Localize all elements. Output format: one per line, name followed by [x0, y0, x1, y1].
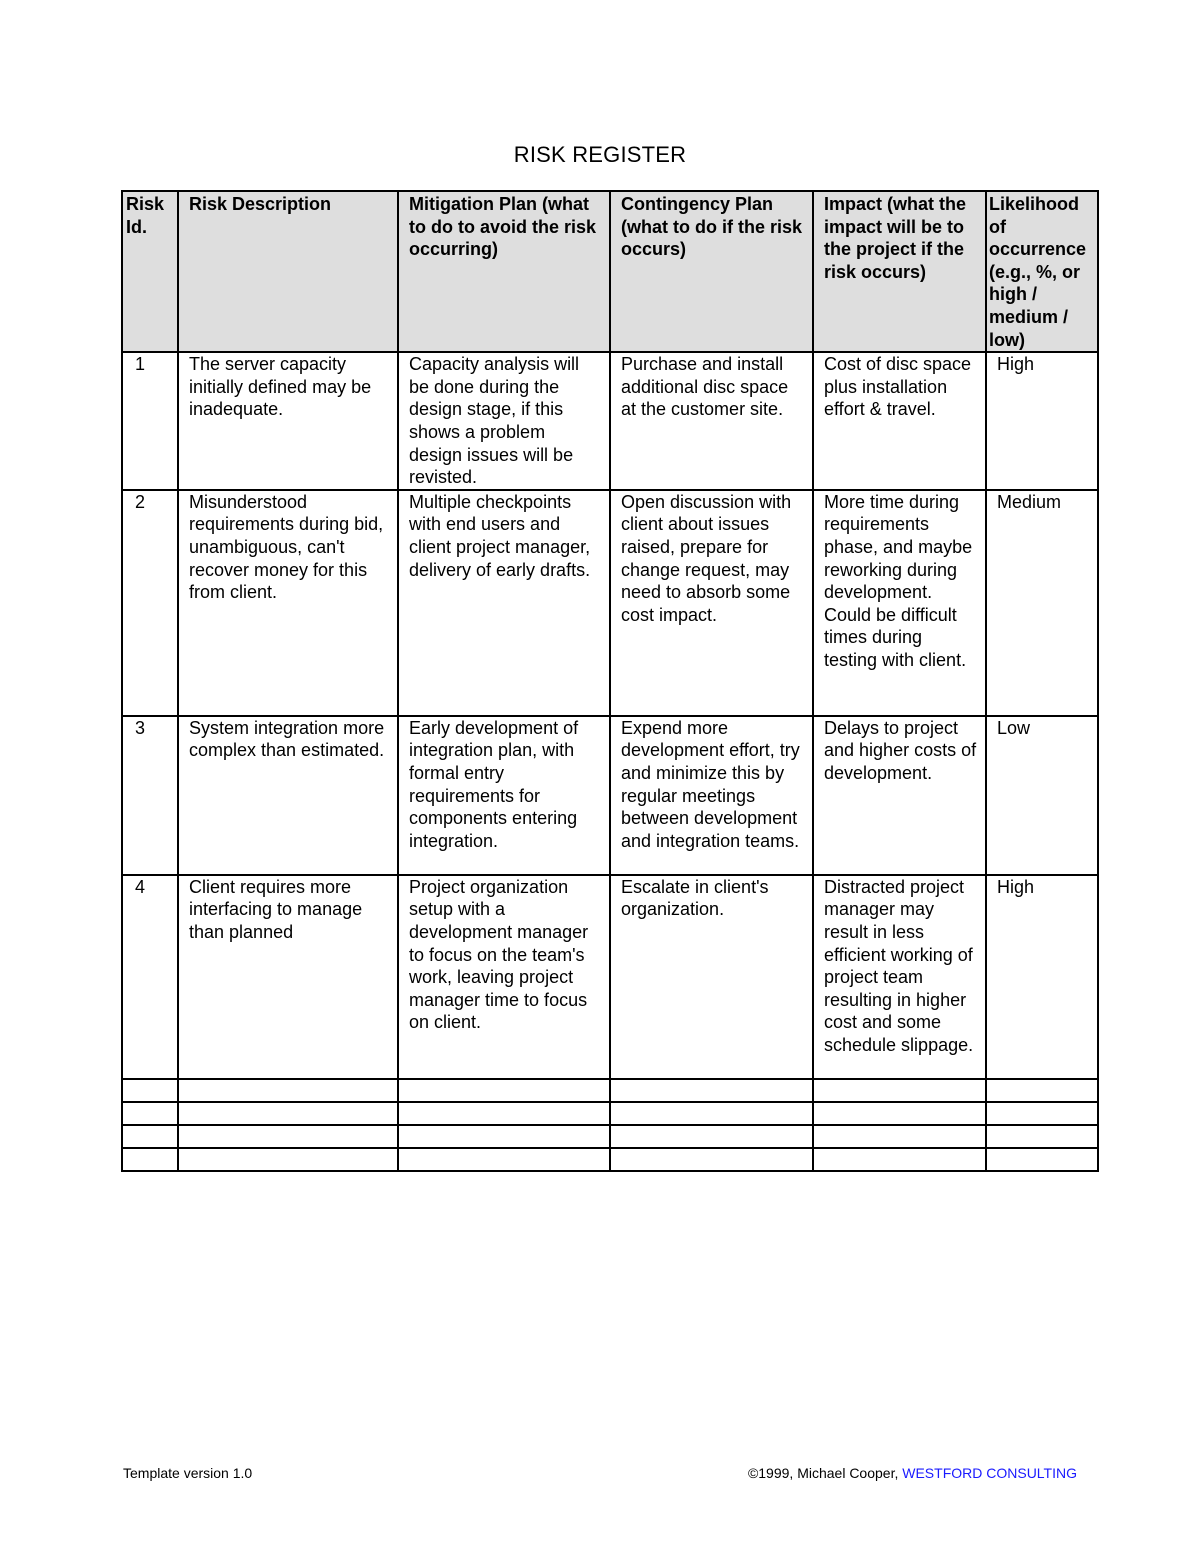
table-header-row [122, 191, 1098, 352]
empty-cell [122, 1079, 178, 1102]
empty-cell [610, 1102, 813, 1125]
copyright-text: ©1999, Michael Cooper, [747, 1465, 903, 1481]
header-likelihood: Likelihood of occurrence (e.g., %, or high / medium / low) [986, 191, 1098, 352]
contingency-cell: Escalate in client's organization. [610, 875, 813, 1079]
impact-cell: Distracted project manager may result in less efficient working of project team resulting in higher cost and some schedule slippage. [813, 875, 986, 1079]
impact-cell: More time during requirements phase, and maybe reworking during development. Could be difficult times during testing with client. [813, 490, 986, 716]
header-mitigation-plan: Mitigation Plan (what to do to avoid the risk occurring) [398, 191, 610, 352]
header-impact: Impact (what the impact will be to the project if the risk occurs) [813, 191, 986, 352]
risk-id-cell: 4 [122, 875, 178, 1079]
empty-cell [986, 1148, 1098, 1171]
empty-cell [986, 1079, 1098, 1102]
risk-description-cell: Misunderstood requirements during bid, unambiguous, can't recover money for this from client. [178, 490, 398, 716]
likelihood-cell: High [986, 352, 1098, 490]
contingency-cell: Open discussion with client about issues raised, prepare for change request, may need to absorb some cost impact. [610, 490, 813, 716]
empty-cell [610, 1125, 813, 1148]
empty-cell [610, 1148, 813, 1171]
risk-description-cell: The server capacity initially defined may be inadequate. [178, 352, 398, 490]
risk-id-cell: 1 [122, 352, 178, 490]
risk-id-cell: 2 [122, 490, 178, 716]
empty-cell [398, 1148, 610, 1171]
empty-table-row [122, 1148, 1098, 1171]
table-row [122, 875, 1098, 1079]
empty-cell [813, 1079, 986, 1102]
mitigation-cell: Early development of integration plan, with formal entry requirements for components entering integration. [398, 716, 610, 875]
likelihood-cell: Medium [986, 490, 1098, 716]
likelihood-cell: High [986, 875, 1098, 1079]
table-row [122, 490, 1098, 716]
likelihood-cell: Low [986, 716, 1098, 875]
empty-cell [398, 1079, 610, 1102]
empty-table-row [122, 1102, 1098, 1125]
copyright-notice [748, 1465, 1077, 1481]
mitigation-cell: Multiple checkpoints with end users and client project manager, delivery of early drafts. [398, 490, 610, 716]
empty-cell [178, 1125, 398, 1148]
mitigation-cell: Capacity analysis will be done during the design stage, if this shows a problem design issues will be revisted. [398, 352, 610, 490]
header-risk-id: Risk Id. [122, 191, 178, 352]
empty-cell [813, 1125, 986, 1148]
contingency-cell: Expend more development effort, try and minimize this by regular meetings between development and integration teams. [610, 716, 813, 875]
empty-table-row [122, 1125, 1098, 1148]
table-row [122, 352, 1098, 490]
risk-description-cell: System integration more complex than estimated. [178, 716, 398, 875]
empty-cell [178, 1079, 398, 1102]
template-version: Template version 1.0 [123, 1465, 253, 1481]
empty-cell [813, 1148, 986, 1171]
header-contingency-plan: Contingency Plan (what to do if the risk occurs) [610, 191, 813, 352]
empty-cell [986, 1125, 1098, 1148]
empty-cell [813, 1102, 986, 1125]
mitigation-cell: Project organization setup with a development manager to focus on the team's work, leaving project manager time to focus on client. [398, 875, 610, 1079]
risk-register-table [121, 190, 1099, 1172]
empty-cell [122, 1125, 178, 1148]
empty-cell [122, 1102, 178, 1125]
risk-id-cell: 3 [122, 716, 178, 875]
empty-cell [178, 1102, 398, 1125]
empty-table-row [122, 1079, 1098, 1102]
impact-cell: Delays to project and higher costs of development. [813, 716, 986, 875]
document-title: RISK REGISTER [513, 142, 687, 167]
impact-cell: Cost of disc space plus installation effort & travel. [813, 352, 986, 490]
risk-description-cell: Client requires more interfacing to manage than planned [178, 875, 398, 1079]
empty-cell [398, 1102, 610, 1125]
contingency-cell: Purchase and install additional disc space at the customer site. [610, 352, 813, 490]
empty-cell [398, 1125, 610, 1148]
empty-cell [178, 1148, 398, 1171]
header-risk-description: Risk Description [178, 191, 398, 352]
empty-cell [610, 1079, 813, 1102]
empty-cell [122, 1148, 178, 1171]
empty-cell [986, 1102, 1098, 1125]
table-row [122, 716, 1098, 875]
company-link[interactable]: WESTFORD CONSULTING [902, 1465, 1077, 1481]
